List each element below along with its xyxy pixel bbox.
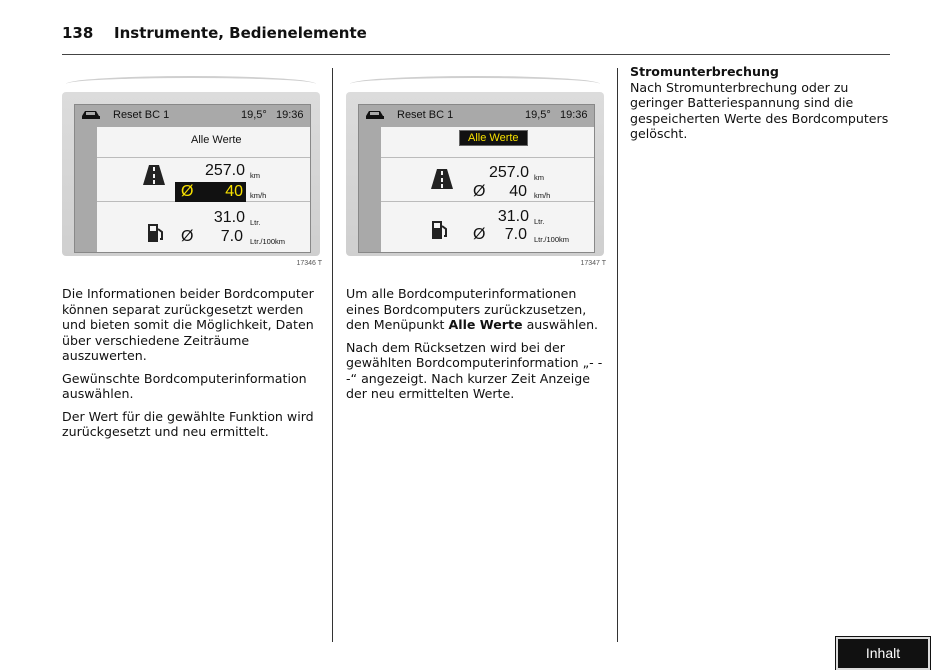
fuel-value: 31.0 bbox=[497, 208, 529, 225]
figure-id: 17346 T bbox=[296, 260, 322, 267]
reset-label: Reset BC 1 bbox=[397, 109, 454, 121]
avg-symbol: Ø bbox=[181, 228, 194, 245]
column-2-text bbox=[346, 286, 608, 409]
fuel-unit: Ltr. bbox=[534, 217, 545, 226]
divider bbox=[381, 157, 594, 158]
page-header bbox=[62, 22, 890, 55]
display-screen bbox=[74, 104, 311, 253]
display-sidebar bbox=[359, 127, 381, 252]
distance-unit: km bbox=[250, 171, 260, 180]
menu-item-alle-werte-selected[interactable]: Alle Werte bbox=[459, 130, 528, 146]
paragraph: Gewünschte Bordcomputerinformation auswählen. bbox=[62, 370, 307, 401]
text-run: Um alle Bordcomputerinformationen eines Bordcomputers zurückzusetzen, den Menüpunkt bbox=[346, 286, 587, 332]
display-screen bbox=[358, 104, 595, 253]
paragraph: Der Wert für die gewählte Funktion wird zurückgesetzt und neu ermittelt. bbox=[62, 408, 314, 439]
paragraph: Nach dem Rücksetzen wird bei der gewählten Bordcomputerinformation „- - -“ angezeigt. Nach kurzer Zeit Anzeige der neu ermittelten Werte. bbox=[346, 339, 603, 401]
display-bezel-top bbox=[350, 76, 600, 86]
consumption-value: 7.0 bbox=[220, 228, 243, 245]
menu-item-alle-werte[interactable]: Alle Werte bbox=[191, 134, 242, 146]
display-top-bar bbox=[359, 105, 594, 127]
fuel-pump-icon bbox=[431, 220, 449, 240]
divider bbox=[97, 157, 310, 158]
avg-symbol: Ø bbox=[181, 183, 194, 200]
display-bezel-top bbox=[66, 76, 316, 86]
text-run: auswählen. bbox=[522, 317, 599, 332]
temperature: 19,5° bbox=[241, 109, 267, 121]
column-divider bbox=[617, 68, 618, 642]
road-icon bbox=[143, 165, 165, 185]
inhalt-button[interactable]: Inhalt bbox=[836, 637, 930, 670]
display-figure-1 bbox=[62, 70, 322, 275]
divider bbox=[381, 201, 594, 202]
car-icon bbox=[365, 109, 385, 121]
menu-item-reference: Alle Werte bbox=[448, 317, 523, 332]
distance-value: 257.0 bbox=[204, 162, 245, 179]
section-heading: Stromunterbrechung bbox=[630, 64, 779, 79]
consumption-value: 7.0 bbox=[504, 226, 527, 243]
clock: 19:36 bbox=[276, 109, 304, 121]
distance-unit: km bbox=[534, 173, 544, 182]
column-divider bbox=[332, 68, 333, 642]
temperature: 19,5° bbox=[525, 109, 551, 121]
figure-id: 17347 T bbox=[580, 260, 606, 267]
speed-value: 40 bbox=[225, 183, 243, 200]
display-figure-2 bbox=[346, 70, 606, 275]
column-3-text bbox=[630, 64, 892, 149]
consumption-unit: Ltr./100km bbox=[534, 235, 570, 244]
fuel-pump-icon bbox=[147, 223, 165, 243]
page-title: Instrumente, Bedienelemente bbox=[114, 24, 367, 42]
distance-value: 257.0 bbox=[488, 164, 529, 181]
paragraph: Nach Stromunterbrechung oder zu geringer Batteriespannung sind die gespeicherten Werte des Bordcomputers gelöscht. bbox=[630, 79, 889, 141]
page-number: 138 bbox=[62, 24, 94, 42]
avg-symbol: Ø bbox=[473, 183, 486, 200]
speed-unit: km/h bbox=[250, 191, 267, 200]
speed-value: 40 bbox=[509, 183, 527, 200]
consumption-unit: Ltr./100km bbox=[250, 237, 286, 246]
fuel-value: 31.0 bbox=[213, 209, 245, 226]
reset-label: Reset BC 1 bbox=[113, 109, 170, 121]
car-icon bbox=[81, 109, 101, 121]
avg-symbol: Ø bbox=[473, 226, 486, 243]
speed-unit: km/h bbox=[534, 191, 551, 200]
clock: 19:36 bbox=[560, 109, 588, 121]
paragraph bbox=[346, 286, 608, 333]
paragraph: Die Informationen beider Bordcomputer können separat zurückgesetzt werden und bieten somit die Möglichkeit, Daten über verschiedene Zeiträume auszuwerten. bbox=[62, 286, 314, 363]
display-sidebar bbox=[75, 127, 97, 252]
display-top-bar bbox=[75, 105, 310, 127]
column-1-text bbox=[62, 286, 324, 447]
road-icon bbox=[431, 169, 453, 189]
fuel-unit: Ltr. bbox=[250, 218, 261, 227]
